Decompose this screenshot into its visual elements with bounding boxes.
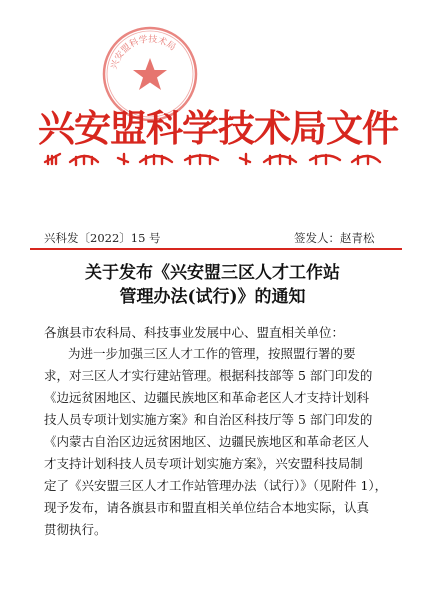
document-title-line-2: 管理办法(试行)》的通知 xyxy=(119,287,306,307)
seal-text: 兴安盟科学技术局 xyxy=(109,34,178,71)
body-paragraph-line: 才支持计划科技人员专项计划实施方案》，兴安盟科技局制 xyxy=(44,456,363,471)
issuer-header-title: 兴安盟科学技术局文件 xyxy=(38,106,398,150)
body-paragraph-line: 《边远贫困地区、边疆民族地区和革命老区人才支持计划科 xyxy=(44,390,370,405)
body-paragraph-line: 《内蒙古自治区边远贫困地区、边疆民族地区和革命老区人 xyxy=(44,434,370,449)
body-paragraph-line: 为进一步加强三区人才工作的管理，按照盟行署的要 xyxy=(68,346,356,361)
seal-star-icon xyxy=(133,58,167,90)
document-number: 兴科发〔2022〕15 号 xyxy=(44,231,161,245)
body-paragraph-line: 求，对三区人才实行建站管理。根据科技部等 5 部门印发的 xyxy=(44,368,373,383)
mongolian-script-line xyxy=(40,150,385,168)
addressee: 各旗县市农科局、科技事业发展中心、盟直相关单位： xyxy=(44,325,345,340)
body-paragraph-line: 技人员专项计划实施方案》和自治区科技厅等 5 部门印发的 xyxy=(44,412,373,427)
red-divider xyxy=(30,248,402,250)
body-paragraph-line: 现予发布，请各旗县市和盟直相关单位结合本地实际，认真 xyxy=(44,500,370,515)
document-title-line-1: 关于发布《兴安盟三区人才工作站 xyxy=(85,263,340,283)
body-paragraph-line: 贯彻执行。 xyxy=(44,522,107,537)
signer: 签发人：赵青松 xyxy=(294,231,375,245)
body-paragraph-line: 定了《兴安盟三区人才工作站管理办法（试行）》（见附件 1）， xyxy=(44,478,388,493)
